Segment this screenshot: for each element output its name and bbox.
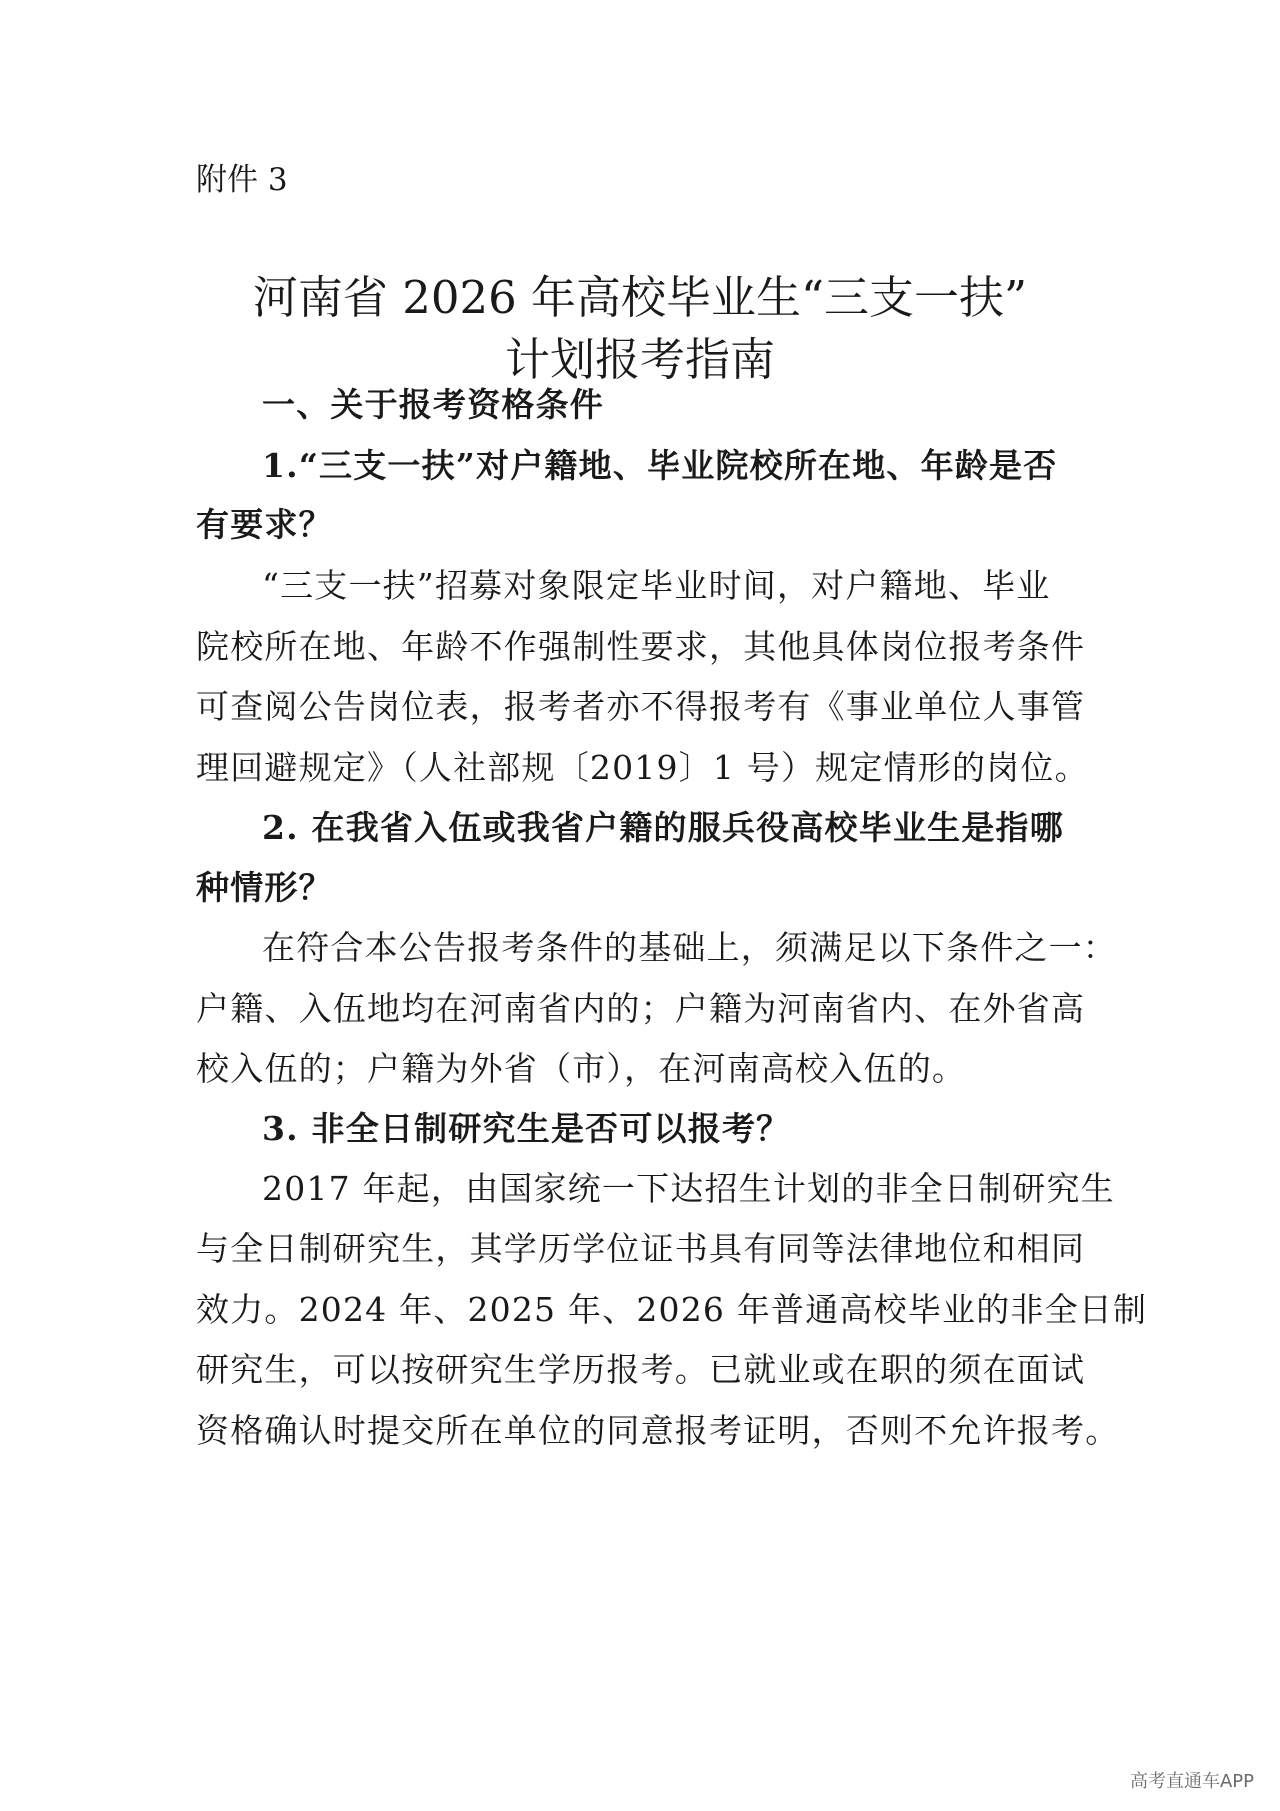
answer-2-line-2: 户籍、入伍地均在河南省内的；户籍为河南省内、在外省高 <box>196 989 1086 1028</box>
answer-3-line-3: 效力。2024 年、2025 年、2026 年普通高校毕业的非全日制 <box>196 1290 1148 1329</box>
answer-2-line-3: 校入伍的；户籍为外省（市），在河南高校入伍的。 <box>196 1049 967 1088</box>
answer-3-line-5: 资格确认时提交所在单位的同意报考证明，否则不允许报考。 <box>196 1411 1120 1450</box>
section-heading: 一、关于报考资格条件 <box>262 385 604 424</box>
answer-3-line-4: 研究生，可以按研究生学历报考。已就业或在职的须在面试 <box>196 1350 1086 1389</box>
question-2-line-1: 2. 在我省入伍或我省户籍的服兵役高校毕业生是指哪 <box>262 808 1064 847</box>
question-3: 3. 非全日制研究生是否可以报考？ <box>262 1109 791 1148</box>
answer-1-line-1: “三支一扶”招募对象限定毕业时间，对户籍地、毕业 <box>262 566 1051 605</box>
question-2-line-2: 种情形？ <box>196 868 333 907</box>
watermark: 高考直通车APP <box>1129 1771 1254 1792</box>
answer-2-line-1: 在符合本公告报考条件的基础上，须满足以下条件之一： <box>262 928 1117 967</box>
answer-1-line-2: 院校所在地、年龄不作强制性要求，其他具体岗位报考条件 <box>196 627 1086 666</box>
answer-3-line-2: 与全日制研究生，其学历学位证书具有同等法律地位和相同 <box>196 1229 1086 1268</box>
attachment-label: 附件 3 <box>196 162 288 198</box>
document-title-line-2: 计划报考指南 <box>504 333 775 386</box>
answer-3-line-1: 2017 年起，由国家统一下达招生计划的非全日制研究生 <box>262 1169 1115 1208</box>
answer-1-line-3: 可查阅公告岗位表，报考者亦不得报考有《事业单位人事管 <box>196 687 1086 726</box>
question-1-line-2: 有要求？ <box>196 505 333 544</box>
document-title-line-1: 河南省 2026 年高校毕业生“三支一扶” <box>252 271 1028 324</box>
answer-1-line-4: 理回避规定》（人社部规〔2019〕1 号）规定情形的岗位。 <box>196 748 1089 787</box>
question-1-line-1: 1.“三支一扶”对户籍地、毕业院校所在地、年龄是否 <box>262 446 1058 485</box>
